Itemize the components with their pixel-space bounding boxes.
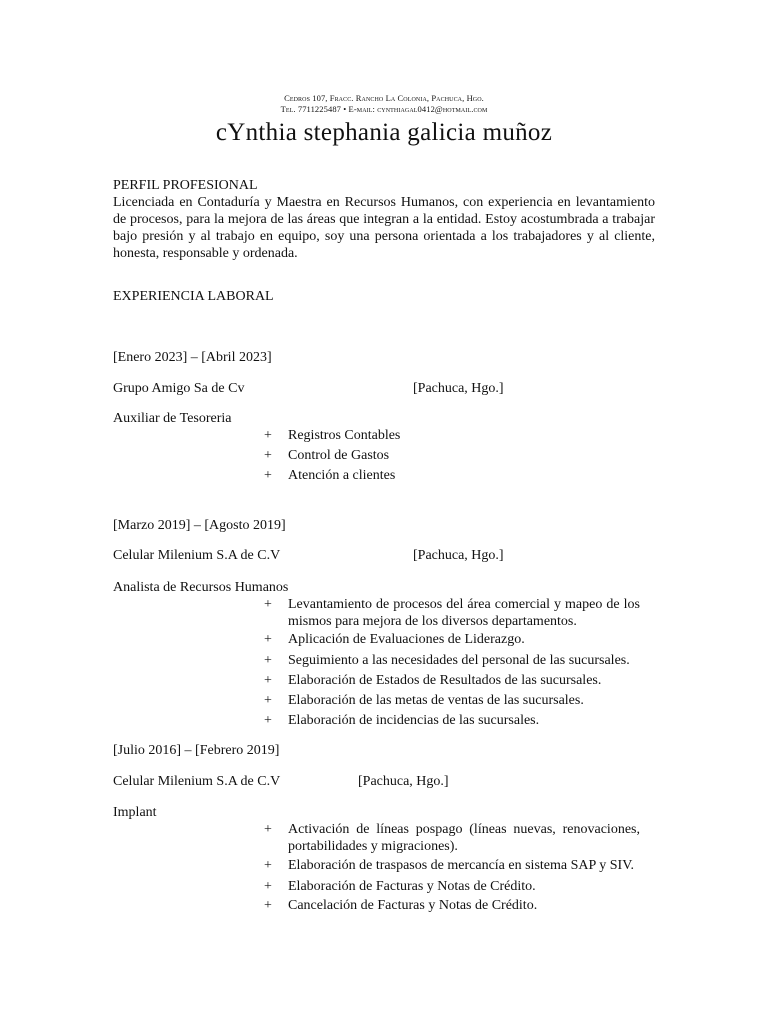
task-item: Elaboración de Estados de Resultados de las sucursales. — [288, 673, 602, 688]
bullet-plus: + — [264, 693, 272, 708]
task-item: Elaboración de incidencias de las sucursales. — [288, 713, 540, 728]
task-item: Elaboración de traspasos de mercancía en sistema SAP y SIV. — [288, 858, 635, 873]
job-company: Celular Milenium S.A de C.V — [113, 548, 281, 563]
task-item: Elaboración de las metas de ventas de las sucursales. — [288, 693, 584, 708]
bullet-plus: + — [264, 898, 272, 913]
candidate-name: cYnthia stephania galicia muñoz — [215, 119, 553, 146]
job-role: Auxiliar de Tesoreria — [113, 411, 232, 426]
task-item: Registros Contables — [288, 428, 401, 443]
job-role: Analista de Recursos Humanos — [113, 580, 289, 595]
job-dates: [Marzo 2019] – [Agosto 2019] — [113, 518, 286, 533]
bullet-plus: + — [264, 428, 272, 443]
bullet-plus: + — [264, 858, 272, 873]
experiencia-heading: EXPERIENCIA LABORAL — [113, 289, 274, 304]
task-item: Atención a clientes — [288, 468, 396, 483]
job-location: [Pachuca, Hgo.] — [413, 548, 504, 563]
perfil-text: Licenciada en Contaduría y Maestra en Recursos Humanos, con experiencia en levantamiento de procesos, para la mejora de las áreas que integran a la entidad. Estoy acostumbrada a trabajar bajo presión y al trabajo en equipo, soy una persona orientada a los trabajadores y al cliente, honesta, responsable y ordenada. — [113, 195, 655, 261]
task-item: Cancelación de Facturas y Notas de Crédito. — [288, 898, 538, 913]
bullet-plus: + — [264, 653, 272, 668]
address-text: Cedros 107, Fracc. Rancho La Colonia, Pachuca, Hgo. — [284, 93, 484, 103]
job-dates: [Enero 2023] – [Abril 2023] — [113, 350, 272, 365]
task-item: Seguimiento a las necesidades del personal de las sucursales. — [288, 653, 630, 668]
bullet-plus: + — [264, 879, 272, 894]
bullet-plus: + — [264, 822, 272, 837]
task-item: Activación de líneas pospago (líneas nuevas, renovaciones, portabilidades y migraciones). — [288, 822, 640, 854]
contact-line — [0, 104, 768, 114]
job-company: Grupo Amigo Sa de Cv — [113, 381, 245, 396]
perfil-heading: PERFIL PROFESIONAL — [113, 178, 258, 193]
bullet-plus: + — [264, 597, 272, 612]
address-line — [0, 93, 768, 103]
task-item: Levantamiento de procesos del área comercial y mapeo de los mismos para mejora de los diversos departamentos. — [288, 597, 640, 629]
task-item: Control de Gastos — [288, 448, 390, 463]
bullet-plus: + — [264, 713, 272, 728]
task-item: Elaboración de Facturas y Notas de Crédito. — [288, 879, 536, 894]
bullet-plus: + — [264, 673, 272, 688]
job-role: Implant — [113, 805, 157, 820]
job-location: [Pachuca, Hgo.] — [413, 381, 504, 396]
job-company: Celular Milenium S.A de C.V — [113, 774, 281, 789]
bullet-plus: + — [264, 448, 272, 463]
contact-text: Tel. 7711225487 • E-mail: cynthiagal0412@hotmail.com — [280, 104, 488, 114]
job-dates: [Julio 2016] – [Febrero 2019] — [113, 743, 280, 758]
bullet-plus: + — [264, 632, 272, 647]
task-item: Aplicación de Evaluaciones de Liderazgo. — [288, 632, 525, 647]
bullet-plus: + — [264, 468, 272, 483]
job-location: [Pachuca, Hgo.] — [358, 774, 449, 789]
